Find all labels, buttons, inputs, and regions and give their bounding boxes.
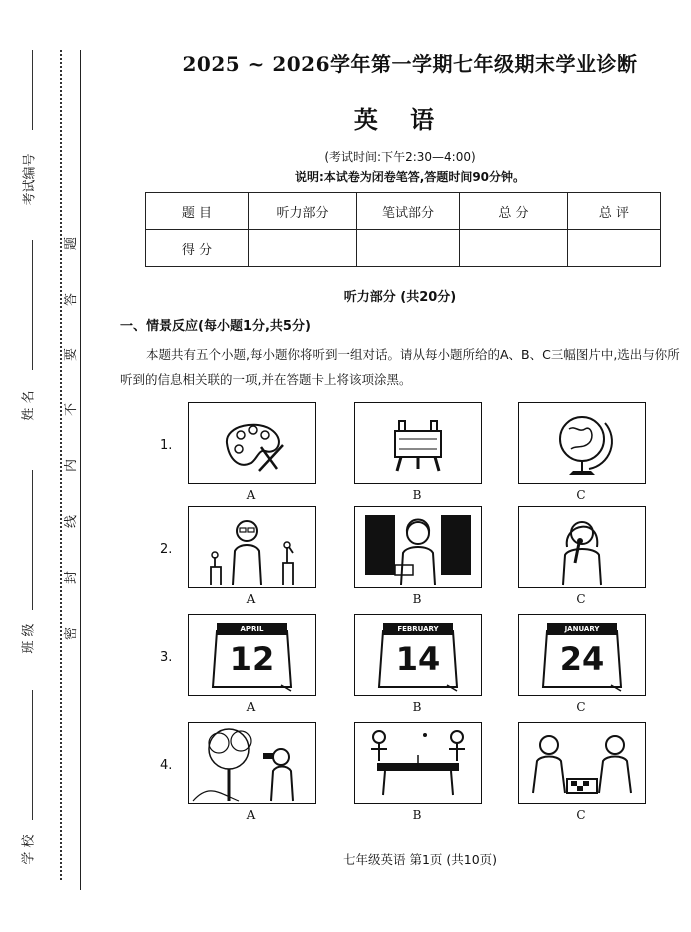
- bronze-ding-icon[interactable]: [354, 402, 482, 484]
- table-tennis-icon[interactable]: [354, 722, 482, 804]
- question-number: 1.: [160, 438, 173, 453]
- globe-icon[interactable]: [518, 402, 646, 484]
- subject-title: 英 语: [353, 106, 447, 134]
- score-input-cell[interactable]: [460, 230, 568, 267]
- seal-char: 要: [64, 347, 80, 362]
- calendar-day: 12: [229, 640, 275, 678]
- score-table-score-row: [146, 230, 661, 267]
- exam-no-field[interactable]: [32, 50, 33, 130]
- option-label: C: [576, 592, 586, 606]
- name-label: 姓 名: [21, 390, 37, 421]
- palette-icon[interactable]: [188, 402, 316, 484]
- seal-char: 答: [64, 292, 80, 307]
- table-cell: 总 评: [568, 193, 661, 230]
- listening-section-title: 听力部分 (共20分): [343, 290, 457, 305]
- scientist-icon[interactable]: [188, 506, 316, 588]
- seal-char: 线: [64, 514, 80, 529]
- calendar-month: APRIL: [240, 625, 264, 633]
- option-label: A: [246, 592, 256, 606]
- seal-char: 题: [64, 236, 80, 251]
- exam-title: 2025 ~ 2026学年第一学期七年级期末学业诊断: [182, 52, 638, 76]
- class-label: 班 级: [21, 623, 37, 654]
- seal-char: 内: [64, 458, 80, 473]
- school-field[interactable]: [32, 690, 33, 820]
- seal-char: 不: [64, 402, 80, 417]
- table-cell: 题 目: [146, 193, 249, 230]
- question-number: 4.: [160, 758, 173, 773]
- option-label: A: [246, 700, 256, 714]
- question-number: 3.: [160, 650, 173, 665]
- score-input-cell[interactable]: [568, 230, 661, 267]
- calendar-month: FEBRUARY: [397, 625, 439, 633]
- score-input-cell[interactable]: [249, 230, 357, 267]
- option-label: B: [412, 488, 422, 502]
- binding-margin: [0, 0, 90, 932]
- exam-note: 说明:本试卷为闭卷笔答,答题时间90分钟。: [294, 170, 526, 184]
- score-input-cell[interactable]: [357, 230, 460, 267]
- table-cell: 总 分: [460, 193, 568, 230]
- table-cell: 得 分: [146, 230, 249, 267]
- score-table-header-row: [146, 193, 661, 230]
- seal-line-inner: [80, 50, 81, 890]
- seal-char: 密: [64, 626, 80, 641]
- calendar-day: 14: [395, 640, 441, 678]
- option-label: B: [412, 808, 422, 822]
- calendar-january-icon[interactable]: [518, 614, 646, 696]
- class-field[interactable]: [32, 470, 33, 610]
- option-label: A: [246, 808, 256, 822]
- exam-time: (考试时间:下午2:30—4:00): [324, 150, 476, 164]
- name-field[interactable]: [32, 240, 33, 370]
- teacher-icon[interactable]: [354, 506, 482, 588]
- singer-icon[interactable]: [518, 506, 646, 588]
- table-cell: 笔试部分: [357, 193, 460, 230]
- option-label: C: [576, 808, 586, 822]
- calendar-february-icon[interactable]: [354, 614, 482, 696]
- table-cell: 听力部分: [249, 193, 357, 230]
- option-label: B: [412, 592, 422, 606]
- birdwatching-icon[interactable]: [188, 722, 316, 804]
- school-label: 学 校: [21, 834, 37, 865]
- chess-icon[interactable]: [518, 722, 646, 804]
- seal-char: 封: [64, 570, 80, 585]
- option-label: C: [576, 700, 586, 714]
- question-number: 2.: [160, 542, 173, 557]
- option-label: C: [576, 488, 586, 502]
- calendar-april-icon[interactable]: [188, 614, 316, 696]
- page-footer: 七年级英语 第1页 (共10页): [342, 852, 498, 867]
- exam-no-label: 考试编号: [22, 153, 38, 206]
- calendar-month: JANUARY: [564, 625, 600, 633]
- option-label: A: [246, 488, 256, 502]
- calendar-day: 24: [559, 640, 605, 678]
- score-table: [145, 192, 661, 267]
- instructions: 本题共有五个小题,每小题你将听到一组对话。请从每小题所给的A、B、C三幅图片中,选出与你所听到的信息相关联的一项,并在答题卡上将该项涂黑。: [120, 347, 680, 387]
- part-one-title: 一、情景反应(每小题1分,共5分): [120, 319, 311, 334]
- option-label: B: [412, 700, 422, 714]
